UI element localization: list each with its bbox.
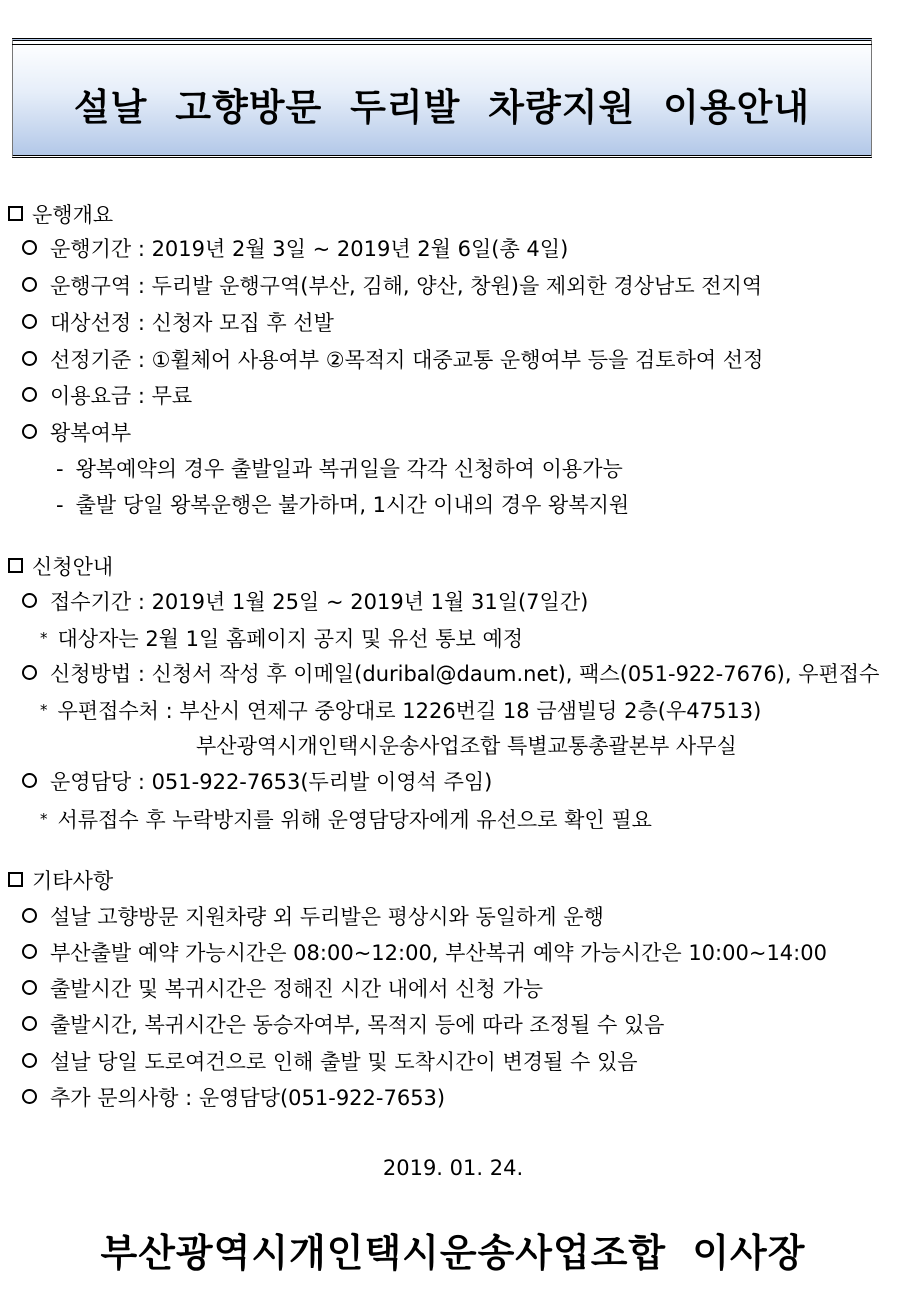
circle-bullet-icon: [22, 387, 37, 402]
title-box: [12, 38, 872, 158]
list-item: 출발시간, 복귀시간은 동승자여부, 목적지 등에 따라 조정될 수 있음: [22, 1010, 664, 1040]
list-item: 운행기간 : 2019년 2월 3일 ~ 2019년 2월 6일(총 4일): [22, 234, 568, 264]
document-title: 설날 고향방문 두리발 차량지원 이용안내: [73, 86, 811, 129]
issuer-signature: 부산광역시개인택시운송사업조합 이사장: [100, 1231, 806, 1275]
checkbox-bullet-icon: [8, 872, 23, 887]
checkbox-bullet-icon: [8, 206, 23, 221]
section-heading-application: 신청안내: [8, 552, 113, 582]
sub-item: - 왕복예약의 경우 출발일과 복귀일을 각각 신청하여 이용가능: [56, 454, 623, 484]
circle-bullet-icon: [22, 593, 37, 608]
document-date: 2019. 01. 24.: [382, 1156, 524, 1180]
note-continuation: 부산광역시개인택시운송사업조합 특별교통총괄본부 사무실: [196, 734, 737, 758]
note-item: * 우편접수처 : 부산시 연제구 중앙대로 1226번길 18 금샘빌딩 2층(우47513): [40, 695, 761, 726]
list-item: 왕복여부: [22, 418, 131, 448]
list-item: 설날 당일 도로여건으로 인해 출발 및 도착시간이 변경될 수 있음: [22, 1047, 638, 1077]
note-item: * 서류접수 후 누락방지를 위해 운영담당자에게 유선으로 확인 필요: [40, 804, 652, 835]
sub-item: - 출발 당일 왕복운행은 불가하며, 1시간 이내의 경우 왕복지원: [56, 490, 629, 520]
list-item: 신청방법 : 신청서 작성 후 이메일(duribal@daum.net), 팩스(051-922-7676), 우편접수: [22, 659, 879, 689]
list-item: 대상선정 : 신청자 모집 후 선발: [22, 308, 334, 338]
asterisk-icon: *: [40, 810, 48, 828]
circle-bullet-icon: [22, 773, 37, 788]
dash-bullet-icon: -: [56, 493, 64, 517]
checkbox-bullet-icon: [8, 558, 23, 573]
circle-bullet-icon: [22, 665, 37, 680]
list-item: 운영담당 : 051-922-7653(두리발 이영석 주임): [22, 767, 492, 797]
circle-bullet-icon: [22, 1053, 37, 1068]
circle-bullet-icon: [22, 240, 37, 255]
section-heading-operation: 운행개요: [8, 200, 113, 230]
circle-bullet-icon: [22, 908, 37, 923]
list-item: 출발시간 및 복귀시간은 정해진 시간 내에서 신청 가능: [22, 974, 543, 1004]
asterisk-icon: *: [40, 629, 48, 647]
circle-bullet-icon: [22, 944, 37, 959]
dash-bullet-icon: -: [56, 457, 64, 481]
circle-bullet-icon: [22, 277, 37, 292]
circle-bullet-icon: [22, 1089, 37, 1104]
section-heading-misc: 기타사항: [8, 866, 113, 896]
asterisk-icon: *: [40, 701, 48, 719]
list-item: 부산출발 예약 가능시간은 08:00~12:00, 부산복귀 예약 가능시간은 10:00~14:00: [22, 938, 827, 968]
circle-bullet-icon: [22, 1016, 37, 1031]
note-item: * 대상자는 2월 1일 홈페이지 공지 및 유선 통보 예정: [40, 623, 523, 654]
list-item: 접수기간 : 2019년 1월 25일 ~ 2019년 1월 31일(7일간): [22, 587, 588, 617]
list-item: 이용요금 : 무료: [22, 381, 192, 411]
list-item: 운행구역 : 두리발 운행구역(부산, 김해, 양산, 창원)을 제외한 경상남도 전지역: [22, 271, 762, 301]
list-item: 설날 고향방문 지원차량 외 두리발은 평상시와 동일하게 운행: [22, 902, 604, 932]
circle-bullet-icon: [22, 980, 37, 995]
list-item: 선정기준 : ①휠체어 사용여부 ②목적지 대중교통 운행여부 등을 검토하여 선정: [22, 345, 763, 375]
circle-bullet-icon: [22, 314, 37, 329]
list-item: 추가 문의사항 : 운영담당(051-922-7653): [22, 1083, 445, 1113]
circle-bullet-icon: [22, 351, 37, 366]
circle-bullet-icon: [22, 424, 37, 439]
